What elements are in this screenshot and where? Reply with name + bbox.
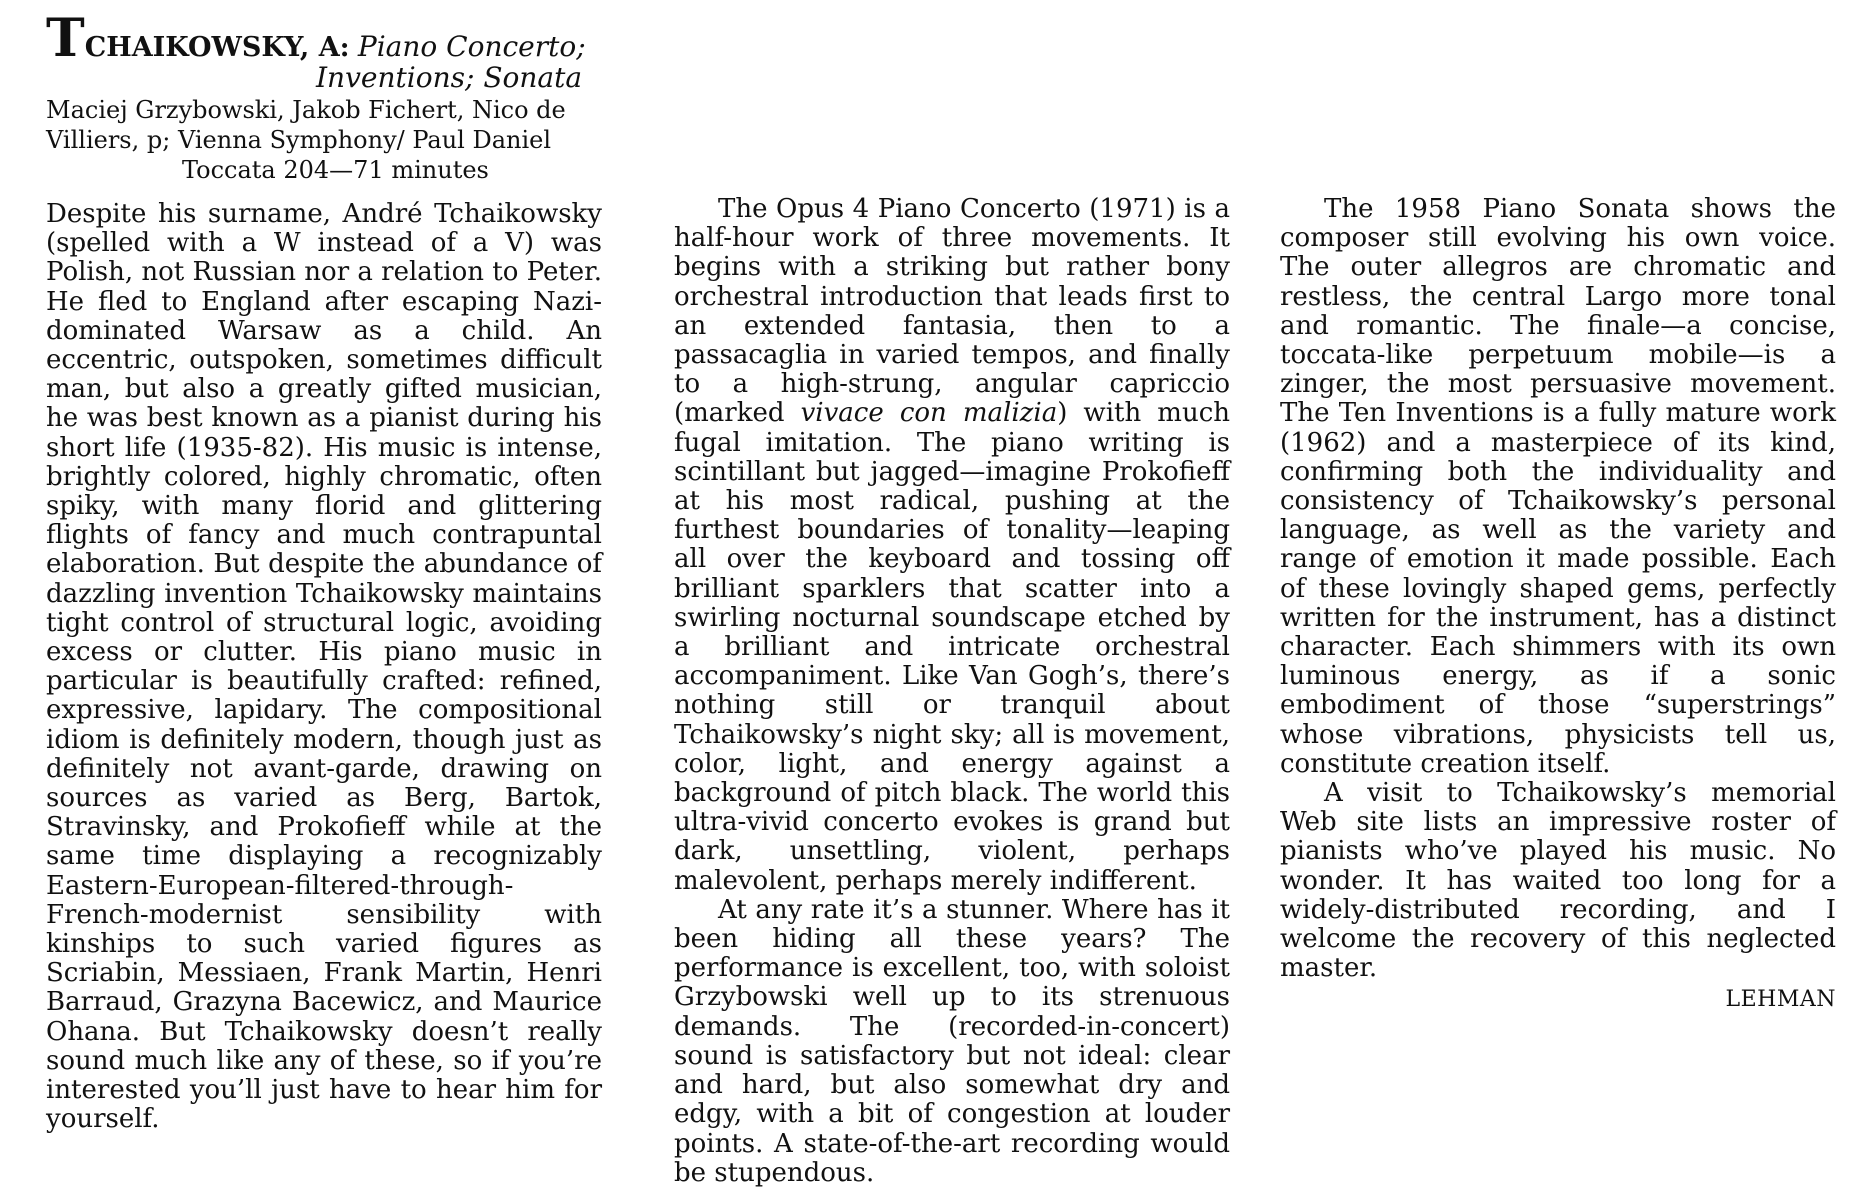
composer-name: CHAIKOWSKY, A:: [84, 32, 350, 63]
column-2: [674, 195, 1230, 1188]
label-info: Toccata 204—71 minutes: [182, 156, 489, 184]
review-title: [46, 8, 606, 69]
performers: Maciej Grzybowski, Jakob Fichert, Nico de Villiers, p; Vienna Symphony/ Paul Daniel: [46, 96, 566, 154]
works-line-1: Piano Concerto;: [357, 30, 586, 63]
title-initial: T: [46, 8, 85, 69]
paragraph-text: ) with much fugal imitation. The piano writing is scintillant but jagged—imagine Prokofieff at his most radical, pushing at the furthest boundaries of tonality—leaping all over the keyboard and tossing off brilliant sparklers that scatter into a swirling nocturnal soundscape etched by a brilliant and intricate orchestral accompaniment. Like Van Gogh’s, there’s nothing still or tranquil about Tchaikowsky’s night sky; all is movement, color, light, and energy against a background of pitch black. The world this ultra-vivid concerto evokes is grand but dark, unsettling, violent, perhaps malevolent, perhaps merely indifferent.: [674, 398, 1230, 896]
paragraph: At any rate it’s a stunner. Where has it been hiding all these years? The performance is excellent, too, with soloist Grzybowski well up to its strenuous demands. The (recorded-in-concert) sound is satisfactory but not ideal: clear and hard, but also somewhat dry and edgy, with a bit of congestion at louder points. A state-of-the-art recording would be stupendous.: [674, 894, 1230, 1188]
column-1: [46, 200, 602, 1135]
paragraph: A visit to Tchaikowsky’s memorial Web site lists an impressive roster of pianists who’ve played his music. No wonder. It has waited too long for a widely-distributed recording, and I welcome the recovery of this neglected master.: [1280, 778, 1836, 984]
paragraph: Despite his surname, André Tchaikowsky (spelled with a W instead of a V) was Polish, not Russian nor a relation to Peter. He fled to England after escaping Nazi-dominated Warsaw as a child. An eccentric, outspoken, sometimes difficult man, but also a greatly gifted musician, he was best known as a pianist during his short life (1935-82). His music is intense, brightly colored, highly chromatic, often spiky, with many florid and glittering flights of fancy and much contrapuntal elaboration. But despite the abundance of dazzling invention Tchaikowsky maintains tight control of structural logic, avoiding excess or clutter. His piano music in particular is beautifully crafted: refined, expressive, lapidary. The compositional idiom is definitely modern, though just as definitely not avant-garde, drawing on sources as varied as Berg, Bartok, Stravinsky, and Prokofieff while at the same time displaying a recognizably Eastern-European-filtered-through-French-modernist sensibility with kinships to such varied figures as Scriabin, Messiaen, Frank Martin, Henri Barraud, Grazyna Bacewicz, and Maurice Ohana. But Tchaikowsky doesn’t really sound much like any of these, so if you’re interested you’ll just have to hear him for yourself.: [46, 199, 602, 1135]
reviewer-byline: LEHMAN: [1725, 987, 1836, 1013]
review-header: [46, 8, 606, 185]
paragraph: The 1958 Piano Sonata shows the composer still evolving his own voice. The outer allegros are chromatic and restless, the central Largo more tonal and romantic. The finale—a concise, toccata-like perpetuum mobile—is a zinger, the most persuasive movement. The Ten Inventions is a fully mature work (1962) and a masterpiece of its kind, confirming both the individuality and consistency of Tchaikowsky’s personal language, as well as the variety and range of emotion it made possible. Each of these lovingly shaped gems, perfectly written for the instrument, has a distinct character. Each shimmers with its own luminous energy, as if a sonic embodiment of those “superstrings” whose vibrations, physicists tell us, constitute creation itself.: [1280, 194, 1836, 779]
paragraph: [674, 195, 1230, 896]
column-3: [1280, 195, 1836, 1015]
works-line-2: Inventions; Sonata: [316, 61, 583, 94]
paragraph-text: The Opus 4 Piano Concerto (1971) is a half-hour work of three movements. It begins with a striking but rather bony orchestral introduction that leads first to an extended fantasia, then to a passacaglia in varied tempos, and finally to a high-strung, angular capriccio (marked: [674, 194, 1230, 429]
tempo-marking: vivace con malizia: [800, 398, 1058, 429]
